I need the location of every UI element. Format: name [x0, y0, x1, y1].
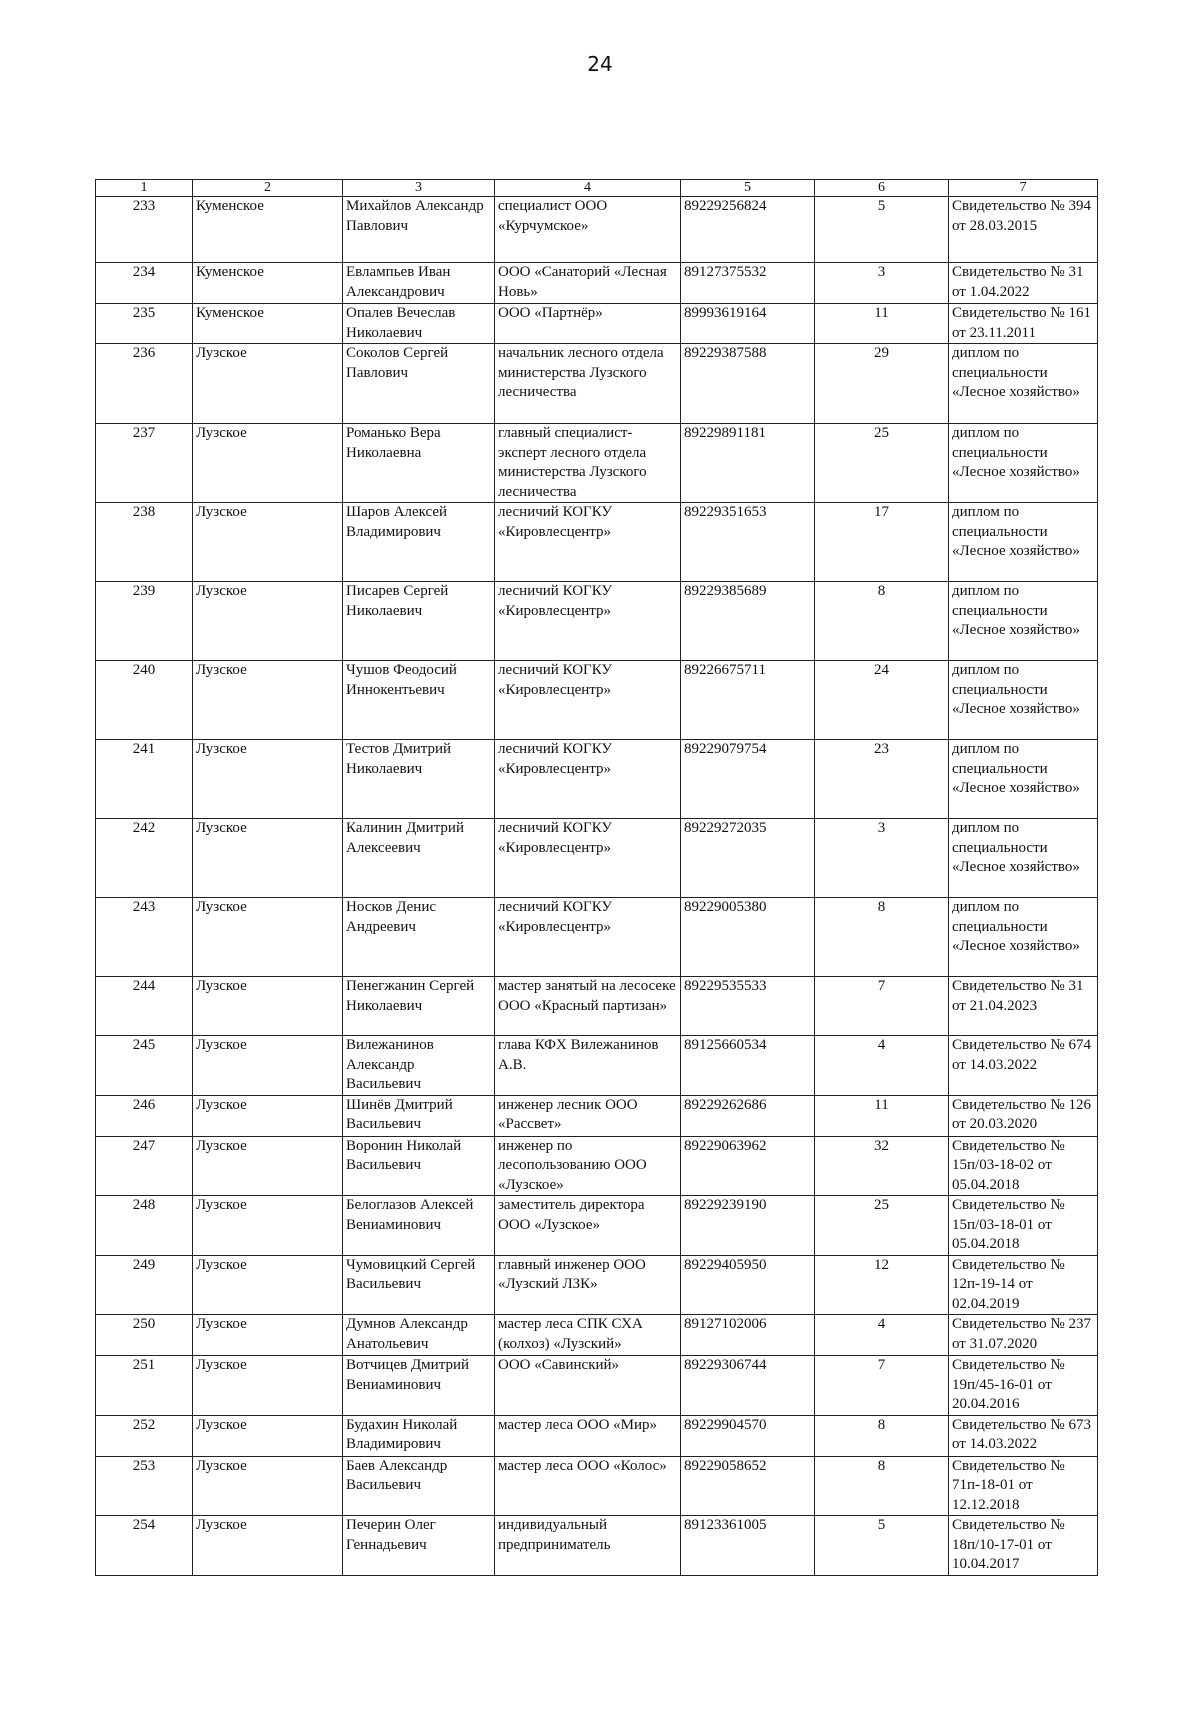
experience-years-cell: 3 — [815, 263, 949, 304]
district-cell: Куменское — [193, 197, 343, 263]
table-row — [96, 304, 1098, 344]
position-cell: инженер по лесопользованию ООО «Лузское» — [495, 1136, 681, 1196]
position-cell: мастер леса ООО «Мир» — [495, 1415, 681, 1456]
phone-cell: 89229063962 — [681, 1136, 815, 1196]
person-name-cell: Шинёв Дмитрий Васильевич — [343, 1095, 495, 1136]
column-number: 1 — [96, 180, 193, 197]
district-cell: Лузское — [193, 1095, 343, 1136]
person-name-cell: Калинин Дмитрий Алексеевич — [343, 819, 495, 898]
qualification-document-cell: Свидетельство № 161 от 23.11.2011 — [949, 304, 1098, 344]
experience-years-cell: 7 — [815, 977, 949, 1036]
phone-cell: 89229058652 — [681, 1456, 815, 1516]
position-cell: специалист ООО «Курчумское» — [495, 197, 681, 263]
experience-years-cell: 5 — [815, 197, 949, 263]
row-number: 251 — [96, 1356, 193, 1416]
person-name-cell: Носков Денис Андреевич — [343, 898, 495, 977]
row-number: 248 — [96, 1196, 193, 1256]
phone-cell: 89125660534 — [681, 1036, 815, 1096]
phone-cell: 89229385689 — [681, 582, 815, 661]
position-cell: инженер лесник ООО «Рассвет» — [495, 1095, 681, 1136]
position-cell: мастер занятый на лесосеке ООО «Красный партизан» — [495, 977, 681, 1036]
table-body — [96, 197, 1098, 1576]
qualification-document-cell: Свидетельство № 126 от 20.03.2020 — [949, 1095, 1098, 1136]
district-cell: Лузское — [193, 1415, 343, 1456]
row-number: 244 — [96, 977, 193, 1036]
table-row — [96, 1255, 1098, 1315]
person-name-cell: Баев Александр Васильевич — [343, 1456, 495, 1516]
position-cell: заместитель директора ООО «Лузское» — [495, 1196, 681, 1256]
qualification-document-cell: диплом по специальности «Лесное хозяйство» — [949, 582, 1098, 661]
position-cell: лесничий КОГКУ «Кировлесцентр» — [495, 740, 681, 819]
qualification-document-cell: Свидетельство № 71п-18-01 от 12.12.2018 — [949, 1456, 1098, 1516]
position-cell: главный инженер ООО «Лузский ЛЗК» — [495, 1255, 681, 1315]
row-number: 245 — [96, 1036, 193, 1096]
phone-cell: 89226675711 — [681, 661, 815, 740]
table-row — [96, 898, 1098, 977]
phone-cell: 89993619164 — [681, 304, 815, 344]
row-number: 254 — [96, 1516, 193, 1576]
table-row — [96, 1136, 1098, 1196]
row-number: 238 — [96, 503, 193, 582]
district-cell: Лузское — [193, 740, 343, 819]
district-cell: Лузское — [193, 1315, 343, 1356]
person-name-cell: Соколов Сергей Павлович — [343, 344, 495, 424]
column-number: 4 — [495, 180, 681, 197]
qualification-document-cell: Свидетельство № 394 от 28.03.2015 — [949, 197, 1098, 263]
qualification-document-cell: Свидетельство № 237 от 31.07.2020 — [949, 1315, 1098, 1356]
experience-years-cell: 8 — [815, 582, 949, 661]
experience-years-cell: 23 — [815, 740, 949, 819]
experience-years-cell: 11 — [815, 1095, 949, 1136]
experience-years-cell: 32 — [815, 1136, 949, 1196]
person-name-cell: Шаров Алексей Владимирович — [343, 503, 495, 582]
experience-years-cell: 4 — [815, 1036, 949, 1096]
qualification-document-cell: Свидетельство № 15п/03-18-01 от 05.04.2018 — [949, 1196, 1098, 1256]
experience-years-cell: 12 — [815, 1255, 949, 1315]
experience-years-cell: 8 — [815, 1415, 949, 1456]
person-name-cell: Думнов Александр Анатольевич — [343, 1315, 495, 1356]
qualification-document-cell: диплом по специальности «Лесное хозяйство» — [949, 740, 1098, 819]
person-name-cell: Писарев Сергей Николаевич — [343, 582, 495, 661]
phone-cell: 89229079754 — [681, 740, 815, 819]
person-name-cell: Будахин Николай Владимирович — [343, 1415, 495, 1456]
column-number: 5 — [681, 180, 815, 197]
phone-cell: 89127102006 — [681, 1315, 815, 1356]
phone-cell: 89229005380 — [681, 898, 815, 977]
position-cell: мастер леса СПК СХА (колхоз) «Лузский» — [495, 1315, 681, 1356]
experience-years-cell: 24 — [815, 661, 949, 740]
qualification-document-cell: диплом по специальности «Лесное хозяйство» — [949, 503, 1098, 582]
person-name-cell: Вилежанинов Александр Васильевич — [343, 1036, 495, 1096]
row-number: 241 — [96, 740, 193, 819]
position-cell: лесничий КОГКУ «Кировлесцентр» — [495, 661, 681, 740]
table-row — [96, 740, 1098, 819]
qualification-document-cell: Свидетельство № 31 от 21.04.2023 — [949, 977, 1098, 1036]
experience-years-cell: 8 — [815, 898, 949, 977]
district-cell: Лузское — [193, 424, 343, 503]
table-row — [96, 263, 1098, 304]
phone-cell: 89229239190 — [681, 1196, 815, 1256]
table-row — [96, 1516, 1098, 1576]
table-row — [96, 819, 1098, 898]
qualification-document-cell: Свидетельство № 18п/10-17-01 от 10.04.2017 — [949, 1516, 1098, 1576]
experience-years-cell: 3 — [815, 819, 949, 898]
person-name-cell: Евлампьев Иван Александрович — [343, 263, 495, 304]
phone-cell: 89229272035 — [681, 819, 815, 898]
district-cell: Лузское — [193, 1456, 343, 1516]
table-row — [96, 344, 1098, 424]
position-cell: лесничий КОГКУ «Кировлесцентр» — [495, 819, 681, 898]
table-row — [96, 582, 1098, 661]
table-row — [96, 1456, 1098, 1516]
position-cell: мастер леса ООО «Колос» — [495, 1456, 681, 1516]
district-cell: Лузское — [193, 1255, 343, 1315]
table-row — [96, 661, 1098, 740]
position-cell: лесничий КОГКУ «Кировлесцентр» — [495, 582, 681, 661]
table-row — [96, 197, 1098, 263]
person-name-cell: Чушов Феодосий Иннокентьевич — [343, 661, 495, 740]
person-name-cell: Тестов Дмитрий Николаевич — [343, 740, 495, 819]
person-name-cell: Печерин Олег Геннадьевич — [343, 1516, 495, 1576]
table-row — [96, 1356, 1098, 1416]
table-row — [96, 1415, 1098, 1456]
row-number: 247 — [96, 1136, 193, 1196]
position-cell: индивидуальный предприниматель — [495, 1516, 681, 1576]
phone-cell: 89229535533 — [681, 977, 815, 1036]
person-name-cell: Чумовицкий Сергей Васильевич — [343, 1255, 495, 1315]
table-row — [96, 1095, 1098, 1136]
qualification-document-cell: диплом по специальности «Лесное хозяйство» — [949, 819, 1098, 898]
district-cell: Лузское — [193, 1136, 343, 1196]
phone-cell: 89229306744 — [681, 1356, 815, 1416]
column-number: 7 — [949, 180, 1098, 197]
position-cell: ООО «Партнёр» — [495, 304, 681, 344]
phone-cell: 89229405950 — [681, 1255, 815, 1315]
row-number: 234 — [96, 263, 193, 304]
qualification-document-cell: Свидетельство № 15п/03-18-02 от 05.04.2018 — [949, 1136, 1098, 1196]
district-cell: Лузское — [193, 1196, 343, 1256]
position-cell: ООО «Санаторий «Лесная Новь» — [495, 263, 681, 304]
position-cell: лесничий КОГКУ «Кировлесцентр» — [495, 898, 681, 977]
experience-years-cell: 4 — [815, 1315, 949, 1356]
qualification-document-cell: Свидетельство № 674 от 14.03.2022 — [949, 1036, 1098, 1096]
qualification-document-cell: диплом по специальности «Лесное хозяйство» — [949, 344, 1098, 424]
phone-cell: 89123361005 — [681, 1516, 815, 1576]
district-cell: Лузское — [193, 977, 343, 1036]
phone-cell: 89127375532 — [681, 263, 815, 304]
district-cell: Куменское — [193, 304, 343, 344]
phone-cell: 89229387588 — [681, 344, 815, 424]
phone-cell: 89229891181 — [681, 424, 815, 503]
row-number: 252 — [96, 1415, 193, 1456]
row-number: 236 — [96, 344, 193, 424]
position-cell: главный специалист-эксперт лесного отдела министерства Лузского лесничества — [495, 424, 681, 503]
experience-years-cell: 5 — [815, 1516, 949, 1576]
qualification-document-cell: диплом по специальности «Лесное хозяйство» — [949, 424, 1098, 503]
row-number: 237 — [96, 424, 193, 503]
qualification-document-cell: Свидетельство № 19п/45-16-01 от 20.04.2016 — [949, 1356, 1098, 1416]
district-cell: Лузское — [193, 898, 343, 977]
person-name-cell: Пенегжанин Сергей Николаевич — [343, 977, 495, 1036]
row-number: 243 — [96, 898, 193, 977]
column-number: 6 — [815, 180, 949, 197]
experience-years-cell: 11 — [815, 304, 949, 344]
person-name-cell: Воронин Николай Васильевич — [343, 1136, 495, 1196]
row-number: 239 — [96, 582, 193, 661]
qualification-document-cell: диплом по специальности «Лесное хозяйство» — [949, 661, 1098, 740]
district-cell: Лузское — [193, 819, 343, 898]
experience-years-cell: 17 — [815, 503, 949, 582]
row-number: 233 — [96, 197, 193, 263]
row-number: 246 — [96, 1095, 193, 1136]
position-cell: лесничий КОГКУ «Кировлесцентр» — [495, 503, 681, 582]
column-number: 3 — [343, 180, 495, 197]
district-cell: Лузское — [193, 582, 343, 661]
row-number: 250 — [96, 1315, 193, 1356]
person-name-cell: Романько Вера Николаевна — [343, 424, 495, 503]
phone-cell: 89229256824 — [681, 197, 815, 263]
qualification-document-cell: Свидетельство № 31 от 1.04.2022 — [949, 263, 1098, 304]
qualification-document-cell: диплом по специальности «Лесное хозяйство» — [949, 898, 1098, 977]
phone-cell: 89229904570 — [681, 1415, 815, 1456]
registry-table — [95, 179, 1098, 1576]
table-row — [96, 977, 1098, 1036]
district-cell: Лузское — [193, 344, 343, 424]
position-cell: глава КФХ Вилежанинов А.В. — [495, 1036, 681, 1096]
table-row — [96, 503, 1098, 582]
column-number-row — [96, 180, 1098, 197]
row-number: 253 — [96, 1456, 193, 1516]
person-name-cell: Белоглазов Алексей Вениаминович — [343, 1196, 495, 1256]
table-row — [96, 424, 1098, 503]
district-cell: Лузское — [193, 503, 343, 582]
experience-years-cell: 25 — [815, 424, 949, 503]
phone-cell: 89229262686 — [681, 1095, 815, 1136]
experience-years-cell: 7 — [815, 1356, 949, 1416]
person-name-cell: Опалев Вечеслав Николаевич — [343, 304, 495, 344]
table-row — [96, 1036, 1098, 1096]
row-number: 235 — [96, 304, 193, 344]
qualification-document-cell: Свидетельство № 673 от 14.03.2022 — [949, 1415, 1098, 1456]
column-number: 2 — [193, 180, 343, 197]
position-cell: начальник лесного отдела министерства Лузского лесничества — [495, 344, 681, 424]
experience-years-cell: 8 — [815, 1456, 949, 1516]
row-number: 242 — [96, 819, 193, 898]
row-number: 249 — [96, 1255, 193, 1315]
district-cell: Куменское — [193, 263, 343, 304]
table-row — [96, 1196, 1098, 1256]
page-number: 24 — [587, 52, 613, 76]
row-number: 240 — [96, 661, 193, 740]
person-name-cell: Михайлов Александр Павлович — [343, 197, 495, 263]
district-cell: Лузское — [193, 1036, 343, 1096]
qualification-document-cell: Свидетельство № 12п-19-14 от 02.04.2019 — [949, 1255, 1098, 1315]
experience-years-cell: 25 — [815, 1196, 949, 1256]
phone-cell: 89229351653 — [681, 503, 815, 582]
district-cell: Лузское — [193, 1356, 343, 1416]
table-row — [96, 1315, 1098, 1356]
district-cell: Лузское — [193, 661, 343, 740]
experience-years-cell: 29 — [815, 344, 949, 424]
person-name-cell: Вотчицев Дмитрий Вениаминович — [343, 1356, 495, 1416]
district-cell: Лузское — [193, 1516, 343, 1576]
position-cell: ООО «Савинский» — [495, 1356, 681, 1416]
